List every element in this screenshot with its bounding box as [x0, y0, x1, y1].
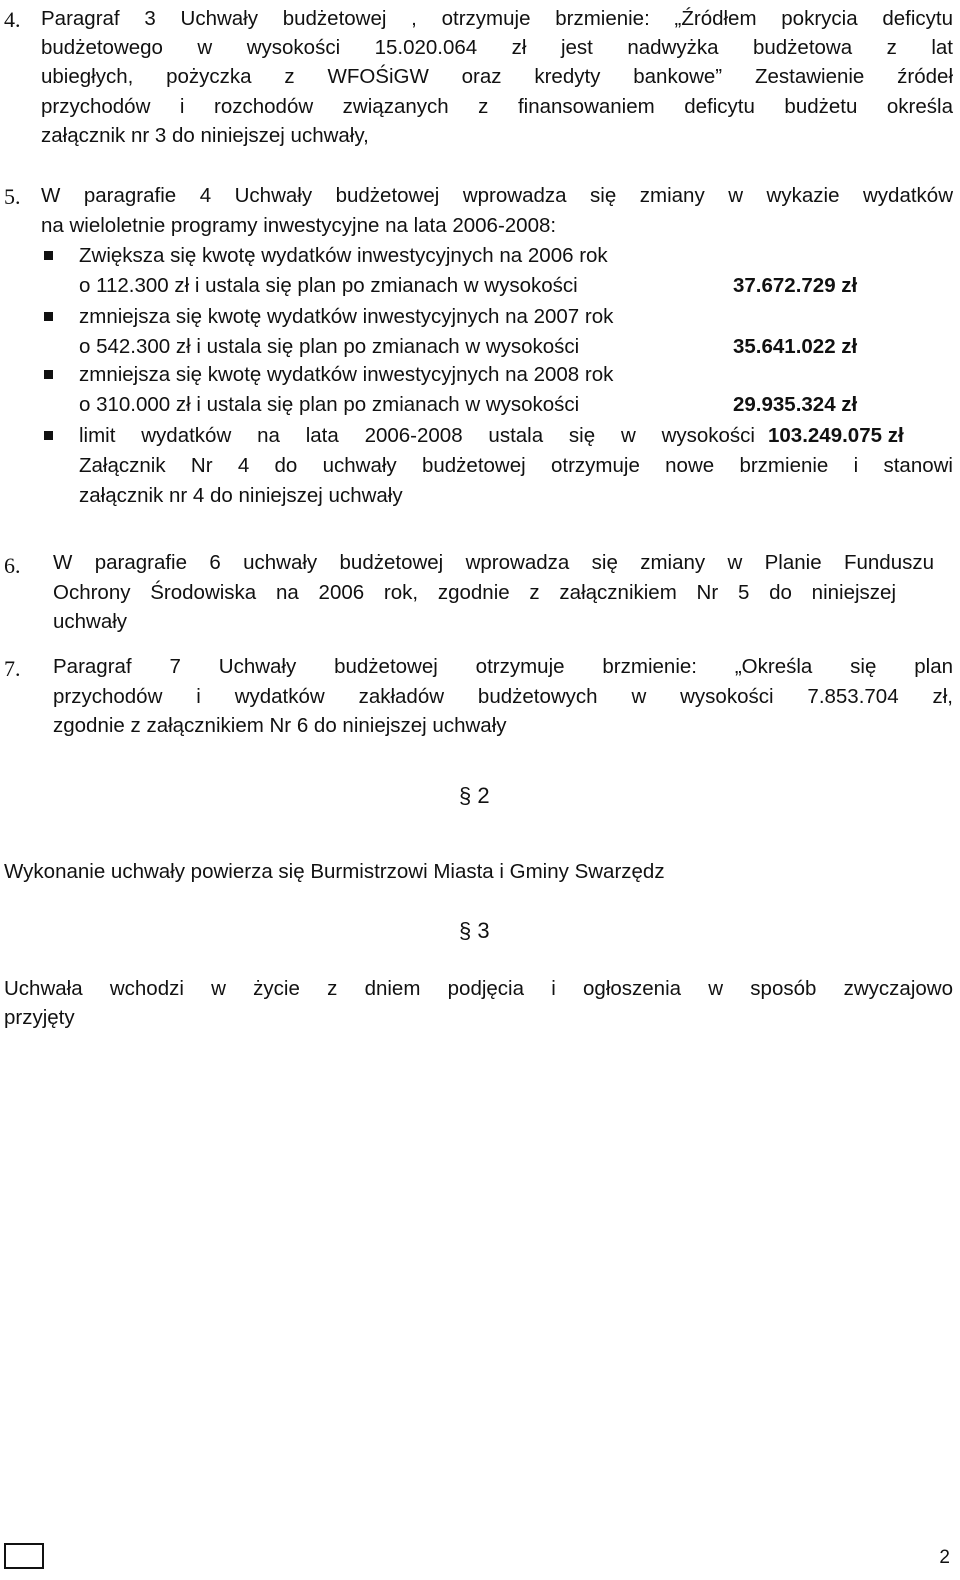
limit-text: limit wydatków na lata 2006-2008 ustala się w wysokości	[79, 424, 755, 447]
bullet-marker	[44, 312, 53, 321]
bullet-1-line-1: Zwiększa się kwotę wydatków inwestycyjnych na 2006 rok	[79, 244, 608, 267]
bullet-3-line-1: zmniejsza się kwotę wydatków inwestycyjnych na 2008 rok	[79, 363, 614, 386]
bullet-3-line-2: o 310.000 zł i ustala się plan po zmianach w wysokości	[79, 393, 580, 416]
section-2-text: Wykonanie uchwały powierza się Burmistrzowi Miasta i Gminy Swarzędz	[4, 860, 665, 883]
item-5-line-1: W paragrafie 4 Uchwały budżetowej wprowadza się zmiany w wykazie wydatków	[41, 184, 953, 207]
bullet-2-amount: 35.641.022 zł	[733, 335, 858, 358]
item-5-line-2: na wieloletnie programy inwestycyjne na lata 2006-2008:	[41, 214, 557, 237]
item-7-line-3: zgodnie z załącznikiem Nr 6 do niniejszej uchwały	[53, 714, 507, 737]
item-4-line-4: przychodów i rozchodów związanych z finansowaniem deficytu budżetu określa	[41, 95, 953, 118]
item-6-number: 6.	[4, 553, 21, 578]
item-7-line-1: Paragraf 7 Uchwały budżetowej otrzymuje brzmienie: „Określa się plan	[53, 655, 953, 678]
bullet-marker	[44, 431, 53, 440]
item-4-line-3: ubiegłych, pożyczka z WFOŚiGW oraz kredyty bankowe” Zestawienie źródeł	[41, 65, 953, 88]
section-2-heading: § 2	[459, 783, 490, 808]
limit-line-1: Załącznik Nr 4 do uchwały budżetowej otrzymuje nowe brzmienie i stanowi	[79, 454, 953, 477]
section-3-line-2: przyjęty	[4, 1006, 75, 1029]
section-3-line-1: Uchwała wchodzi w życie z dniem podjęcia i ogłoszenia w sposób zwyczajowo	[4, 977, 953, 1000]
bullet-marker	[44, 251, 53, 260]
bullet-2-line-1: zmniejsza się kwotę wydatków inwestycyjnych na 2007 rok	[79, 305, 614, 328]
item-4-line-5: załącznik nr 3 do niniejszej uchwały,	[41, 124, 369, 147]
item-6-line-1: W paragrafie 6 uchwały budżetowej wprowadza się zmiany w Planie Funduszu	[53, 551, 934, 574]
item-6-line-2: Ochrony Środowiska na 2006 rok, zgodnie z załącznikiem Nr 5 do niniejszej	[53, 581, 896, 604]
bullet-1-line-2: o 112.300 zł i ustala się plan po zmianach w wysokości	[79, 274, 578, 297]
footer-box	[4, 1543, 44, 1569]
item-5-number: 5.	[4, 184, 21, 209]
bullet-1-amount: 37.672.729 zł	[733, 274, 858, 297]
item-7-number: 7.	[4, 656, 21, 681]
item-4-line-1: Paragraf 3 Uchwały budżetowej , otrzymuje brzmienie: „Źródłem pokrycia deficytu	[41, 7, 953, 30]
bullet-3-amount: 29.935.324 zł	[733, 393, 858, 416]
item-4-line-2: budżetowego w wysokości 15.020.064 zł jest nadwyżka budżetowa z lat	[41, 36, 953, 59]
bullet-2-line-2: o 542.300 zł i ustala się plan po zmianach w wysokości	[79, 335, 580, 358]
page-number: 2	[939, 1547, 950, 1568]
item-7-line-2: przychodów i wydatków zakładów budżetowych w wysokości 7.853.704 zł,	[53, 685, 953, 708]
bullet-marker	[44, 370, 53, 379]
limit-amount: 103.249.075 zł	[768, 424, 904, 447]
item-6-line-3: uchwały	[53, 610, 128, 633]
item-4-number: 4.	[4, 7, 21, 32]
section-3-heading: § 3	[459, 918, 490, 943]
limit-line-2: załącznik nr 4 do niniejszej uchwały	[79, 484, 403, 507]
